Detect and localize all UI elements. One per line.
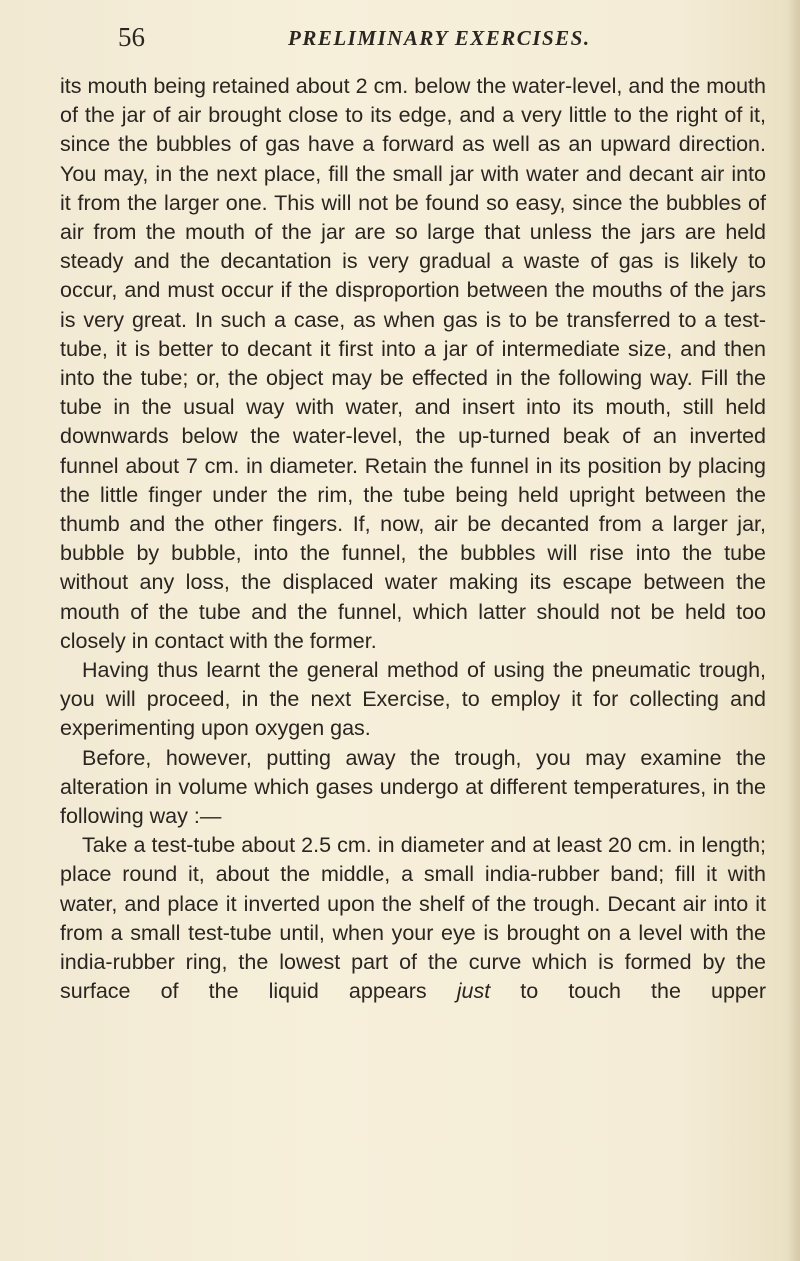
paragraph-text-start: Take a test-tube about 2.5 cm. in diameter and at least 20 cm. in length; place round it, about the middle, a small india-rubber band; fill it with water, and place it inverted upon the shelf of the trough. Decant air into it from a small test-tube until, when your eye is brought on a level with the india-rubber ring, the lowest part of the curve which is formed by the surface of the liquid appears	[60, 833, 766, 1004]
body-text	[60, 72, 766, 1007]
paragraph-pneumatic-trough: Having thus learnt the general method of using the pneumatic trough, you will proceed, in the next Exercise, to employ it for collecting and experimenting upon oxygen gas.	[60, 658, 766, 741]
paragraph-gas-volume: Before, however, putting away the trough, you may examine the alteration in volume which gases undergo at different temperatures, in the following way :—	[60, 745, 766, 829]
paragraph-continuation: its mouth being retained about 2 cm. below the water-level, and the mouth of the jar of air brought close to its edge, and a very little to the right of it, since the bubbles of gas have a forward as well as an upward direction. You may, in the next place, fill the small jar with water and decant air into it from the larger one. This will not be found so easy, since the bubbles of air from the mouth of the jar are so large that unless the jars are held steady and the decantation is very gradual a waste of gas is likely to occur, and must occur if the disproportion between the mouths of the jars is very great. In such a case, as when gas is to be transferred to a test-tube, it is better to decant it first into a jar of intermediate size, and then into the tube; or, the object may be effected in the following way. Fill the tube in the usual way with water, and insert into its mouth, still held downwards below the water-level, the up-turned beak of an inverted funnel about 7 cm. in diameter. Retain the funnel in its position by placing the little finger under the rim, the tube being held upright between the thumb and the other fingers. If, now, air be decanted from a larger jar, bubble by bubble, into the funnel, the bubbles will rise into the tube without any loss, the displaced water making its escape between the mouth of the tube and the funnel, which latter should not be held too closely in contact with the former.	[60, 74, 766, 653]
page-number: 56	[118, 22, 145, 52]
paragraph-test-tube	[60, 831, 766, 1006]
page-edge-shadow	[786, 0, 800, 1261]
running-head: PRELIMINARY EXERCISES.	[288, 26, 591, 50]
italic-word: just	[456, 979, 491, 1004]
paragraph-text-end: to touch the upper	[490, 979, 767, 1004]
page-header	[118, 22, 758, 58]
